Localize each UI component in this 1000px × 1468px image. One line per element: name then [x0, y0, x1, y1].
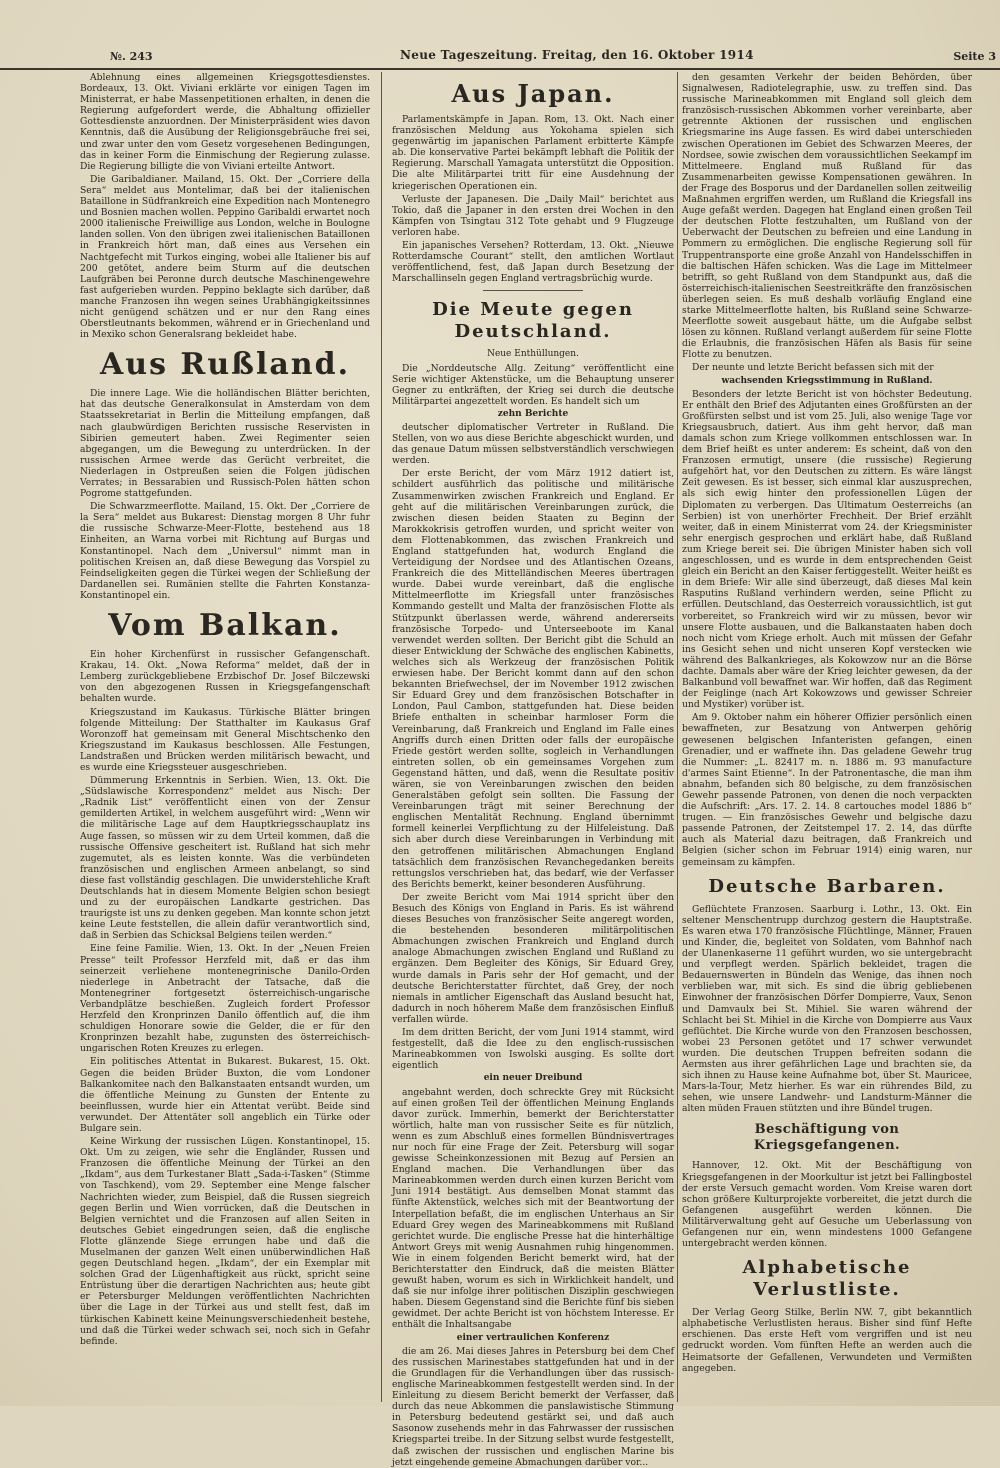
section-heading-russland: Aus Rußland.	[99, 347, 351, 383]
page-label: Seite 3	[953, 50, 996, 63]
article-paragraph: deutscher diplomatischer Vertreter in Rußland. Die Stellen, von wo aus diese Berichte abgeschickt wurden, und das genaue Datum müssen selbstverständlich verschwiegen werden.	[392, 421, 674, 467]
article-kriegsgottesdienst: Ablehnung eines allgemeinen Kriegsgottesdienstes. Bordeaux, 13. Okt. Viviani erklärte vor einigen Tagen im Ministerrat, er habe Massenpetitionen erhalten, in denen die Regierung aufgefordert werde, die Abhaltung offizieller Gottesdienste anzuordnen. Der Ministerpräsident wies davon Kenntnis, daß die Ausübung der Religionsgebräuche frei sei, und zwar unter den vom Gesetz vorgesehenen Bedingungen, das in keiner Form die Einmischung der Regierung zulasse. Die Regierung billigte die von Viviani erteilte Antwort.	[80, 72, 370, 172]
subheading: einer vertraulichen Konferenz	[456, 1332, 610, 1343]
article-garibaldianer: Die Garibaldianer. Mailand, 15. Okt. Der „Corriere della Sera“ meldet aus Montelimar, daß bei der italienischen Bataillone in Südfrankreich eine Expedition nach Montenegro und Bosnien machen wollen. Peppino Garibaldi erwartet noch 2000 italienische Freiwillige aus London, welche in Boulogne landen sollen. Von den übrigen zwei italienischen Bataillonen in Frankreich hört man, daß eines aus Versehen ein Nachtgefecht mit Turkos einging, wobei alle Italiener bis auf 200 getötet, andere beim Sturm auf die deutschen Laufgräben bei Peronne durch deutsche Maschinengewehre fast aufgerieben wurden. Peppino beklagte sich darüber, daß manche Franzosen ihn wegen seines Urabhängigkeitssinnes nicht genügend schätzen und er nur den Rang eines Oberstleutnants bekommen, während er in Griechenland und in Mexiko schon Generalsrang bekleidet habe.	[80, 173, 370, 341]
article-saarburg: Geflüchtete Franzosen. Saarburg i. Lothr., 13. Okt. Ein seltener Menschentrupp durchzog gestern die Hauptstraße. Es waren etwa 170 französische Flüchtlinge, Männer, Frauen und Kinder, die, begleitet von Soldaten, vom Bahnhof nach der Ulanenkaserne 11 geführt wurden, wo sie untergebracht und verpflegt werden. Spärlich bekleidet, tragen die Bedauernswerten in Bündeln das Wenige, das ihnen noch verblieben war, mit sich. Es sind die übrig gebliebenen Einwohner der französischen Dörfer Dompierre, Vaux, Senon und Damvaulx bei St. Mihiel. Sie waren während der Schlacht bei St. Mihiel in die Kirche von Dompierre aus Vaux geflüchtet. Die Kirche wurde von den Franzosen beschossen, wobei 23 Personen getötet und 17 schwer verwundet wurden. Die deutschen Truppen befreiten sodann die Aermsten aus ihrer gefährlichen Lage und brachten sie, da sich ihnen zu Hause keine Aufnahme bot, über St. Mauricee, Mars-la-Tour, Metz hierher. Es war ein rührendes Bild, zu sehen, wie unsere Landwehr- und Landsturm-Männer die alten müden Frauen stützten und ihre Bündel trugen.	[682, 903, 972, 1115]
article-paragraph: Besonders der letzte Bericht ist von höchster Bedeutung. Er enthält den Brief des Adjutanten eines Großfürsten an der Großfürsten selbst und ist vom 25. Juli, also wenige Tage vor Kriegsausbruch, datiert. Aus ihm geht hervor, daß man damals schon zum Kriege vollkommen entschlossen war. In dem Brief heißt es unter anderem: Es scheint, daß von den Franzosen ermutigt, unsere (die russische) Regierung aufgehört hat, vor den Deutschen zu zittern. Es wäre längst Zeit gewesen. Es ist besser, sich einmal klar auszusprechen, als sich ewig hinter den professionellen Lügen der Diplomaten zu verbergen. Das Ultimatum Oesterreichs (an Serbien) ist von unerhörter Frechheit. Der Brief erzählt weiter, daß in einem Ministerrat vom 24. der Kriegsminister sehr energisch gesprochen und erklärt habe, daß Rußland zum Kriege bereit sei. Die übrigen Minister haben sich voll angeschlossen, und es wurde in dem entsprechenden Geist gleich ein Bericht an den Kaiser fertiggestellt. Weiter heißt es in dem Briefe: Wir alle sind überzeugt, daß dieses Mal kein Rasputins Rußland verhindern werden, seine Pflicht zu erfüllen. Deutschland, das Oesterreich voraussichtlich, ist gut vorbereitet, so Frankreich wird wir zu müssen, bevor wir unsere Flotte ausbauen, und die Balkanstaaten haben doch noch nicht vom Kriege erholt. Auch mit müssen der Gefahr ins Gesicht sehen und nicht unseren Kopf verstecken wie während des Balkankrieges, als Kokowzow nur an die Börse dachte. Damals aber wäre der Krieg leichter gewesen, da der Balkanbund voll bewaffnet war. Wir hoffen, daß das Regiment der Feiglinge (nach Art Kokowzows und gewisser Schreier und Mystiker) vorüber ist.	[682, 388, 972, 711]
article-innere-lage: Die innere Lage. Wie die holländischen Blätter berichten, hat das deutsche Generalkonsulat in Amsterdam von dem Staatssekretariat in Berlin die Mitteilung empfangen, daß nach glaubwürdigen Berichten russische Reservisten in Sibirien gemeutert haben. Zwei Regimenter seien abgegangen, um die Bewegung zu unterdrücken. In der russischen Armee werde das Gerücht verbreitet, die Niederlagen in Ostpreußen seien die Folgen jüdischen Verrates; in Bessarabien und Russisch-Polen hätten schon Pogrome stattgefunden.	[80, 388, 370, 500]
article-paragraph: Der erste Bericht, der vom März 1912 datiert ist, schildert ausführlich das politische und militärische Zusammenwirken zwischen Frankreich und England. Er geht auf die militärischen Vereinbarungen zurück, die zwischen diesen beiden Staaten zu Beginn der Marokkokrisis getroffen wurden, und spricht weiter von dem Flottenabkommen, das zwischen Frankreich und England stattgefunden hat, wodurch England die Verteidigung der Nordsee und des Atlantischen Ozeans, Frankreich die des Mittelländischen Meeres übertragen wurde. Dabei wurde vereinbart, daß die englische Mittelmeerflotte im Kriegsfall unter französisches Kommando gestellt und Malta der französischen Flotte als Stützpunkt überlassen werde, während andererseits französische Torpedo- und Unterseeboote im Kanal verwendet werden sollten. Der Bericht gibt die Schuld an dieser Entwicklung der Schwäche des englischen Kabinetts, welches sich als Werkzeug der französischen Politik erwiesen habe. Der Bericht kommt dann auf den schon bekannten Briefwechsel, der im November 1912 zwischen Sir Eduard Grey und dem französischen Botschafter in London, Paul Cambon, stattgefunden hat. Diese beiden Briefe enthalten in scheinbar harmloser Form die Vereinbarung, daß Frankreich und England im Falle eines Angriffs durch einen Dritten oder falls der europäische Friede gestört werden sollte, sogleich in Verhandlungen eintreten sollen, ob ein gemeinsames Vorgehen zum Gegenstand hätten, und daß, wenn die Resultate positiv wären, sie von Vereinbarungen zwischen den beiden Generalstäben gefolgt sein sollten. Die Fassung der Vereinbarungen trägt mit seiner Berechnung der englischen Mentalität Rechnung. England übernimmt formell keinerlei Verpflichtung zu der Hilfeleistung. Daß sich aber durch diese Vereinbarungen in Verbindung mit den getroffenen militärischen Abmachungen England tatsächlich dem französischen Revanchegedanken bereits rettungslos verschrieben hat, das bedarf, wie der Verfasser des Berichts bemerkt, keiner besonderen Ausführung.	[392, 468, 674, 890]
section-heading-verlustliste: Alphabetische Verlustliste.	[742, 1257, 912, 1301]
column-divider	[381, 72, 382, 1402]
section-heading-meute: Die Meute gegen Deutschland.	[432, 299, 634, 343]
article-attentat: Ein politisches Attentat in Bukarest. Bukarest, 15. Okt. Gegen die beiden Brüder Buxton, die vom Londoner Balkankomitee nach den Balkanstaaten entsandt wurden, um die öffentliche Meinung zu Gunsten der Entente zu beeinflussen, wurde hier ein Attentat verübt. Beide sind verwundet. Der Attentäter soll angeblich ein Türke oder Bulgare sein.	[80, 1056, 370, 1134]
article-familie: Eine feine Familie. Wien, 13. Okt. In der „Neuen Freien Presse“ teilt Professor Herzfeld mit, daß er das ihm seinerzeit verliehene montenegrinische Danilo-Orden niederlege in Anbetracht der Tatsache, daß die Montenegriner fortgesetzt österreichisch-ungarische Verbandplätze beschießen. Zugleich fordert Professor Herzfeld den Kronprinzen Danilo öffentlich auf, die ihm schuldigen Honorare sowie die Gelder, die er für den Kronprinzen bezahlt habe, zugunsten des österreichisch-ungarischen Roten Kreuzes zu erlegen.	[80, 943, 370, 1055]
article-paragraph: Die „Norddeutsche Allg. Zeitung“ veröffentlicht eine Serie wichtiger Aktenstücke, um die Behauptung unserer Gegner zu entkräften, der Krieg sei durch die deutsche Militärpartei angezettelt worden. Es handelt sich um	[392, 362, 674, 407]
section-heading-kriegsgefangene: Beschäftigung von Kriegsgefangenen.	[753, 1122, 901, 1154]
page-number: №. 243	[110, 50, 153, 63]
column-divider	[677, 72, 678, 1402]
article-hannover: Hannover, 12. Okt. Mit der Beschäftigung von Kriegsgefangenen in der Moorkultur ist jetzt bei Fallingbostel der erste Versuch gemacht worden. Vom Kreise waren dort schon größere Kulturprojekte vorbereitet, die jetzt durch die Gefangenen ausgeführt werden können. Die Militärverwaltung geht auf Gesuche um Ueberlassung von Gefangenen nur ein, wenn mindestens 1000 Gefangene untergebracht werden können.	[682, 1160, 972, 1250]
masthead	[0, 44, 1000, 70]
article-parlamentskaempfe: Parlamentskämpfe in Japan. Rom, 13. Okt. Nach einer französischen Meldung aus Yokohama spielen sich gegenwärtig im japanischen Parlament erbitterte Kämpfe ab. Die konservative Partei bekämpft lebhaft die Politik der Regierung. Marschall Yamagata unterstützt die Opposition. Die alte Militärpartei tritt für eine Ausdehnung der kriegerischen Operationen ein.	[392, 114, 674, 192]
article-versehen: Ein japanisches Versehen? Rotterdam, 13. Okt. „Nieuwe Rotterdamsche Courant“ stellt, den amtlichen Wortlaut veröffentlichend, fest, daß Japan durch Besetzung der Marschallinseln gegen England vertragsbrüchig wurde.	[392, 240, 674, 285]
article-paragraph: den gesamten Verkehr der beiden Behörden, über Signalwesen, Radiotelegraphie, usw. zu treffen sind. Das russische Marineabkommen mit England soll gleich dem französisch-russischen Abkommen vorher vereinbarte, aber getrennte Aktionen der russischen und englischen Kriegsmarine ins Auge fassen. Es wird dabei unterschieden zwischen Operationen im Gebiet des Schwarzen Meeres, der Nordsee, sowie zwischen dem voraussichtlichen Seekampf im Mittelmeere. England muß Rußland für das Zusammenarbeiten gewisse Kompensationen gewähren. In der Frage des Bosporus und der Dardanellen sollen zeitweilig Maßnahmen ergriffen werden, um Rußland die Kriegsfall ins Auge gefaßt werden. Dagegen hat England einen großen Teil der deutschen Flotte festzuhalten, um Rußland von der Ueberwacht der Deutschen zu befreien und eine Landung in Pommern zu ermöglichen. Die englische Regierung soll für Truppentransporte eine große Anzahl von Handelsschiffen in die baltischen Häfen schicken. Was die Lage im Mittelmeer betrifft, so geht Rußland von dem Standpunkt aus, daß die österreichisch-italienischen Seestreitkräfte den französischen überlegen seien. Es muß deshalb vorläufig England eine starke Mittelmeerflotte halten, bis Rußland seine Schwarze-Meerflotte soweit ausgebaut hätte, um die Aufgabe selbst lösen zu können. Rußland verlangt außerdem für seine Flotte die Erlaubnis, die französischen Häfen als Basis für seine Flotte zu benutzen.	[682, 72, 972, 361]
article-paragraph: die am 26. Mai dieses Jahres in Petersburg bei dem Chef des russischen Marinestabes stattgefunden hat und in der die Grundlagen für die Verhandlungen über das russisch-englische Marineabkommen festgestellt werden sind. In der Einleitung zu diesem Bericht bemerkt der Verfasser, daß durch das neue Abkommen die panslawistische Stimmung in Petersburg bedeutend gestärkt sei, und daß auch Sasonow zusehends mehr in das Fahrwasser der russischen Kriegspartei treibe. In der Sitzung selbst wurde festgestellt, daß zwischen der russischen und englischen Marine bis jetzt eingehende gemeine Abmachungen darüber vor...	[392, 1345, 674, 1468]
subheading: wachsenden Kriegsstimmung in Rußland.	[721, 375, 933, 386]
article-paragraph: Der zweite Bericht vom Mai 1914 spricht über den Besuch des Königs von England in Paris. Es ist während dieses Besuches von französischer Seite angeregt worden, die bestehenden besonderen militärpolitischen Abmachungen zwischen Frankreich und England durch analoge Abmachungen zwischen England und Rußland zu ergänzen. Dem Begleiter des Königs, Sir Eduard Grey, wurde damals in Paris sehr der Hof gemacht, und der deutsche Berichterstatter fürchtet, daß Grey, der noch niemals in amtlicher Eigenschaft das Ausland besucht hat, dadurch in noch höherem Maße dem französischen Einfluß verfallen würde.	[392, 891, 674, 1025]
column-1	[80, 72, 370, 1402]
article-verluste: Verluste der Japanesen. Die „Daily Mail“ berichtet aus Tokio, daß die Japaner in den ersten drei Wochen in den Kämpfen von Tsingtau 312 Tote gehabt und 9 Flugzeuge verloren habe.	[392, 193, 674, 238]
article-kirchenfuerst: Ein hoher Kirchenfürst in russischer Gefangenschaft. Krakau, 14. Okt. „Nowa Reforma“ meldet, daß der in Lemberg zurückgebliebene Erzbischof Dr. Josef Bilczewski von den abgezogenen Russen in Kriegsgefangenschaft behalten wurde.	[80, 649, 370, 705]
column-2	[392, 72, 674, 1468]
article-paragraph: angebahnt werden, doch schreckte Grey mit Rücksicht auf einen großen Teil der öffentlichen Meinung Englands davor zurück. Immerhin, bemerkt der Berichterstatter wörtlich, halte man von russischer Seite es für nützlich, wenn es zum Abschluß eines formellen Bündnisvertrages nur noch für eine Frage der Zeit. Petersburg will sogar gewisse Scheinkonzessionen mit Bezug auf Persien an England machen. Die Verhandlungen über das Marineabkommen werden durch einen kurzen Bericht vom Juni 1914 bestätigt. Aus demselben Monat stammt das fünfte Aktenstück, welches sich mit der Beantwortung der Interpellation befaßt, die im englischen Unterhaus an Sir Eduard Grey wegen des Marineabkommens mit Rußland gerichtet wurde. Die englische Presse hat die hinterhältige Antwort Greys mit wenig Ausnahmen ruhig hingenommen. Wie in einem folgenden Bericht bemerkt wird, hat der Berichterstatter den Eindruck, daß die meisten Blätter gewußt haben, worum es sich in Wirklichkeit handelt, und daß sie nur infolge ihrer politischen Disziplin geschwiegen haben. Diesem Gegenstand sind die Berichte fünf bis sieben gewidmet. Der achte Bericht ist von höchstem Interesse. Er enthält die Inhaltsangabe	[392, 1086, 674, 1331]
column-3	[682, 72, 972, 1402]
subheading: ein neuer Dreibund	[483, 1073, 583, 1084]
subheading: zehn Berichte	[497, 408, 569, 419]
article-schwarzmeerflotte: Die Schwarzmeerflotte. Mailand, 15. Okt. Der „Corriere de la Sera“ meldet aus Bukarest: Dienstag morgen 8 Uhr fuhr die russische Schwarze-Meer-Flotte, bestehend aus 18 Einheiten, an Warna vorbei mit Richtung auf Burgas und Konstantinopel. Nach dem „Universul“ nimmt man in politischen Kreisen an, daß diese Bewegung das Vorspiel zu Feindseligkeiten gegen die Türkei wegen der Schließung der Dardanellen sei. Rumänien stellte die Fahrten Konstanza-Konstantinopel ein.	[80, 501, 370, 601]
article-kaukasus: Kriegszustand im Kaukasus. Türkische Blätter bringen folgende Mitteilung: Der Statthalter im Kaukasus Graf Woronzoff hat gemeinsam mit General Mischtschenko den Kriegszustand im Kaukasus beschlossen. Alle Festungen, Landstraßen und Brücken werden militärisch bewacht, und es wurde eine Kriegssteuer ausgeschrieben.	[80, 706, 370, 773]
article-paragraph: Am 9. Oktober nahm ein höherer Offizier persönlich einen bewaffneten, zur Besatzung von Antwerpen gehörig gewesenen belgischen Infanteristen gefangen, einen Grenadier, und er waffnete ihn. Das geladene Gewehr trug die Nummer: „L. 82417 m. n. 1886 m. 93 manufacture d'armes Saint Etienne“. In der Patronentasche, die man ihm abnahm, befanden sich 80 belgische, zu dem französischen Gewehr passende Patronen, von denen die noch verpackten die Aufschrift: „Ars. 17. 2. 14. 8 cartouches model 1886 b“ trugen. — Ein französisches Gewehr und belgische dazu passende Patronen, der Zeitstempel 17. 2. 14, das dürfte auch als Material dazu beitragen, daß Frankreich und Belgien (sicher schon im Februar 1914) einig waren, nur gemeinsam zu kämpfen.	[682, 712, 972, 868]
article-serbien: Dümmerung Erkenntnis in Serbien. Wien, 13. Okt. Die „Südslawische Korrespondenz“ meldet aus Nisch: Der „Radnik List“ veröffentlicht einen von der Zensur gemilderten Artikel, in welchem ausgeführt wird: „Wenn wir die militärische Lage auf dem Hauptkriegsschauplatz ins Auge fassen, so müssen wir zu dem Urteil kommen, daß die russische Offensive gescheitert ist. Rußland hat sich mehr zugemutet, als es leisten konnte. Was die verbündeten französischen und englischen Armeen anbelangt, so sind diese fast vollständig geschlagen. Die unwiderstehliche Kraft Deutschlands hat in diesem Momente Belgien schon besiegt und zu der europäischen Landkarte gestrichen. Das traurigste ist uns zu denken gegeben. Man konnte schon jetzt keine Leute feststellen, die allein dafür verantwortlich sind, daß in Serbien das Schicksal Belgiens teilen werden.“	[80, 775, 370, 942]
divider	[483, 290, 583, 291]
paper-title: Neue Tageszeitung. Freitag, den 16. Oktober 1914	[400, 48, 754, 62]
article-paragraph: Der neunte und letzte Bericht befassen sich mit der	[692, 362, 934, 374]
section-heading-japan: Aus Japan.	[451, 79, 615, 108]
section-heading-balkan: Vom Balkan.	[108, 608, 342, 644]
section-heading-barbaren: Deutsche Barbaren.	[708, 875, 946, 897]
article-wirkung: Keine Wirkung der russischen Lügen. Konstantinopel, 15. Okt. Um zu zeigen, wie sehr die Engländer, Russen und Franzosen die öffentliche Meinung der Türkei an den „Ikdam“, aus dem Turkestaner Blatt „Sada-i-Tasken“ (Stimme von Taschkend), vom 29. September eine Menge falscher Nachrichten wieder, zum Beispiel, daß die Russen siegreich gegen Berlin und Wien vorrücken, daß die Deutschen in Belgien vernichtet und die Franzosen auf allen Seiten in deutsches Gebiet eingedrungen seien, daß die englische Flotte glänzende Siege errungen habe und daß die Muselmanen der ganzen Welt einen unüberwindlichen Haß gegen Deutschland hegen. „Ikdam“, der ein Exemplar mit solchen Grad der Lügenhaftigkeit aus rückt, spricht seine Entrüstung über die derartigen Nachrichten aus; heute gibt er Petersburger Meldungen veröffentlichten Nachrichten über die Lage in der Türkei aus und stellt fest, daß im türkischen Kabinett keine Meinungsverschiedenheit bestehe, und daß die Türkei weder schwach sei, noch sich in Gefahr befinde.	[80, 1136, 370, 1347]
article-stilke: Der Verlag Georg Stilke, Berlin NW. 7, gibt bekanntlich alphabetische Verlustlisten heraus. Bisher sind fünf Hefte erschienen. Das erste Heft vom vergriffen und ist neu gedruckt worden. Vom fünften Hefte an werden auch die Heimatsorte der Gefallenen, Verwundeten und Vermißten angegeben.	[682, 1307, 972, 1374]
subheading: Neue Enthüllungen.	[487, 349, 579, 360]
article-paragraph: Im dem dritten Bericht, der vom Juni 1914 stammt, wird festgestellt, daß die Idee zu den englisch-russischen Marineabkommen von Iswolski ausging. Es sollte dort eigentlich	[392, 1027, 674, 1072]
